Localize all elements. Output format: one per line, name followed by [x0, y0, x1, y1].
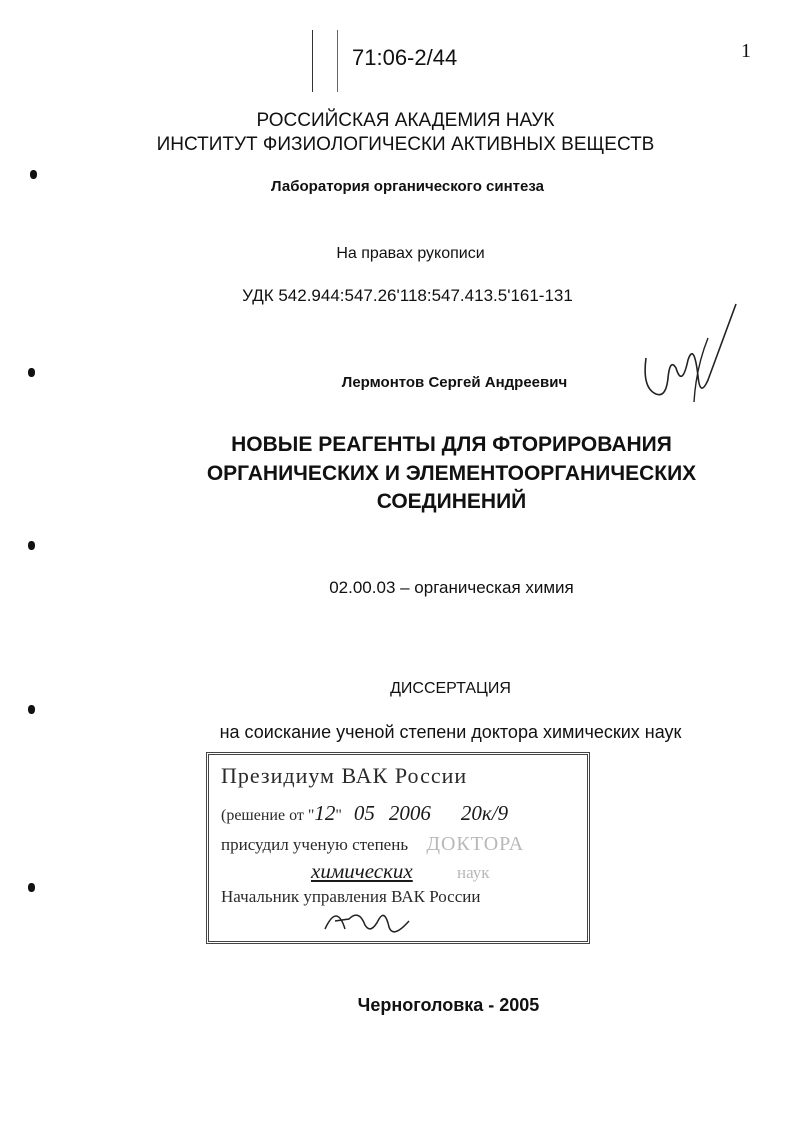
- binding-hole-mark: [28, 368, 35, 377]
- stamp-head-label: Начальник управления ВАК России: [221, 887, 481, 906]
- institution-line-2: ИНСТИТУТ ФИЗИОЛОГИЧЕСКИ АКТИВНЫХ ВЕЩЕСТВ: [156, 134, 655, 155]
- degree-statement: на соискание ученой степени доктора химических наук: [219, 722, 682, 742]
- binding-hole-mark: [28, 705, 35, 714]
- document-type: ДИССЕРТАЦИЯ: [390, 680, 511, 697]
- stamp-field-handwritten: химических: [311, 859, 413, 883]
- stamp-awarded-row: [221, 833, 524, 856]
- stamp-decision-row: (решение от "12" 05 2006 20к/9: [221, 801, 509, 825]
- shelf-mark: 71:06-2/44: [352, 45, 458, 70]
- stamp-awarded-degree: ДОКТОРА: [426, 833, 525, 855]
- stamp-signature: [319, 899, 439, 941]
- stamp-awarded-label: присудил ученую степень: [221, 835, 409, 854]
- stamp-decision-number: 20к/9: [460, 801, 509, 825]
- title-line-3: СОЕДИНЕНИЙ: [376, 490, 527, 513]
- stamp-presidium: Президиум ВАК России: [221, 763, 468, 788]
- stamp-decision-label: (решение от: [221, 807, 304, 824]
- institution-line-1: РОССИЙСКАЯ АКАДЕМИЯ НАУК: [256, 110, 555, 131]
- signature-mark: [636, 298, 746, 412]
- page-number: 1: [741, 40, 751, 62]
- stamp-decision-day: 12: [314, 801, 336, 825]
- author-name: Лермонтов Сергей Андреевич: [341, 374, 568, 391]
- stamp-decision-month: 05: [353, 801, 375, 825]
- specialty: 02.00.03 – органическая химия: [329, 578, 574, 597]
- stamp-field-suffix: наук: [457, 863, 490, 882]
- title-line-2: ОРГАНИЧЕСКИХ И ЭЛЕМЕНТООРГАНИЧЕСКИХ: [206, 462, 697, 485]
- binding-hole-mark: [28, 883, 35, 892]
- margin-line: [312, 30, 313, 92]
- margin-line: [337, 30, 338, 92]
- binding-hole-mark: [28, 541, 35, 550]
- manuscript-note: На правах рукописи: [336, 245, 485, 262]
- stamp-decision-year: 2006: [388, 801, 431, 825]
- vak-stamp: [206, 752, 590, 944]
- udk-code: УДК 542.944:547.26'118:547.413.5'161-131: [242, 286, 573, 305]
- laboratory: Лаборатория органического синтеза: [271, 178, 544, 195]
- place-year: Черноголовка - 2005: [357, 995, 540, 1015]
- title-line-1: НОВЫЕ РЕАГЕНТЫ ДЛЯ ФТОРИРОВАНИЯ: [231, 433, 672, 456]
- stamp-field-row: [221, 859, 490, 884]
